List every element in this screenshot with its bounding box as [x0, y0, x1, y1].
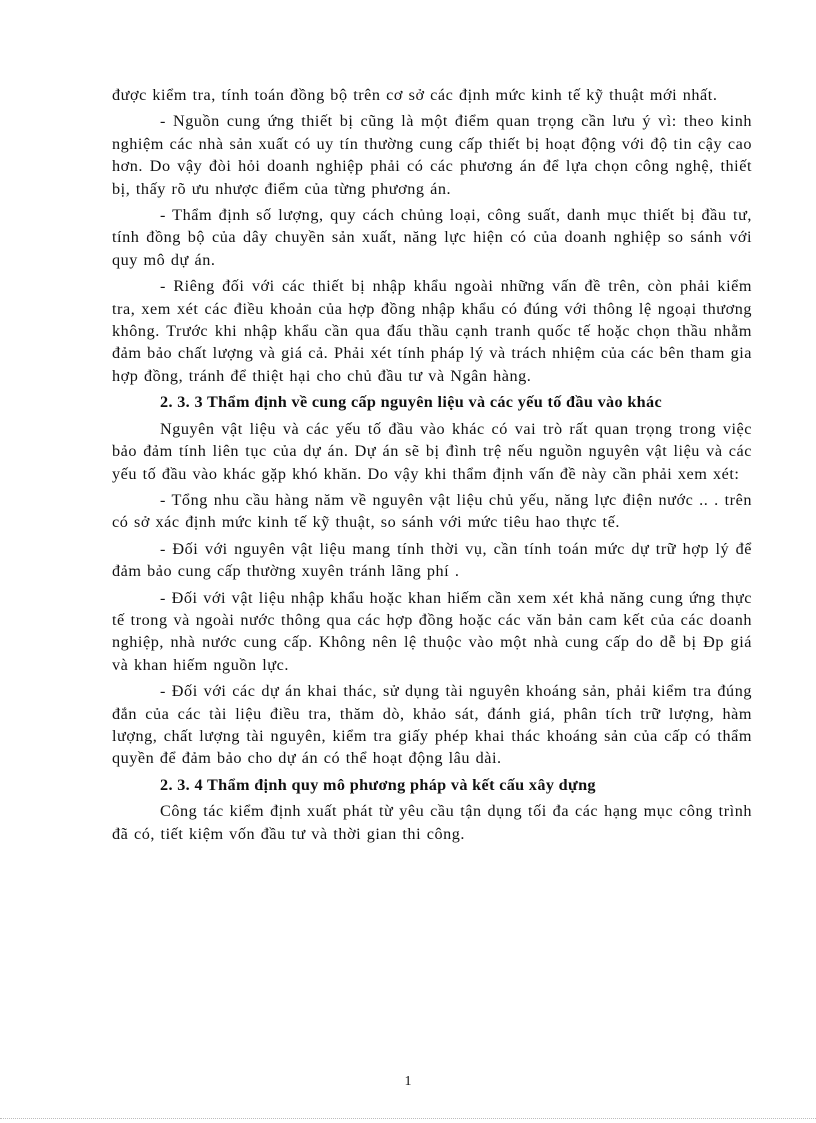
paragraph-raw-materials-intro: Nguyên vật liệu và các yếu tố đầu vào khác có vai trò rất quan trọng trong việc bảo đảm tính liên tục của dự án. Dự án sẽ bị đình trệ nếu nguồn nguyên vật liệu và các yếu tố đầu vào khác gặp khó khăn. Do vậy khi thẩm định vấn đề này cần phải xem xét:	[112, 419, 752, 483]
paragraph-imported-materials: - Đối với vật liệu nhập khẩu hoặc khan hiếm cần xem xét khả năng cung ứng thực tế trong và ngoài nước thông qua các hợp đồng hoặc các văn bản cam kết của các doanh nghiệp, nhà nước cung cấp. Không nên lệ thuộc vào một nhà cung cấp do dễ bị Ðp giá và khan hiếm nguồn lực.	[112, 588, 752, 674]
paragraph-mining-projects: - Đối với các dự án khai thác, sử dụng tài nguyên khoáng sản, phải kiểm tra đúng đắn của các tài liệu điều tra, thăm dò, khảo sát, đánh giá, phân tích trữ lượng, hàm lượng, chất lượng tài nguyên, kiểm tra giấy phép khai thác khoáng sản của cấp có thẩm quyền để đảm bảo cho dự án có thể hoạt động lâu dài.	[112, 682, 752, 768]
paragraph-equipment-quantity: - Thẩm định số lượng, quy cách chủng loại, công suất, danh mục thiết bị đầu tư, tính đồng bộ của dây chuyền sản xuất, năng lực hiện có của doanh nghiệp so sánh với quy mô dự án.	[112, 206, 752, 269]
paragraph-seasonal-materials: - Đối với nguyên vật liệu mang tính thời vụ, cần tính toán mức dự trữ hợp lý để đảm bảo cung cấp thường xuyên tránh lãng phí .	[112, 539, 752, 581]
paragraph-construction-assessment: Công tác kiểm định xuất phát từ yêu cầu tận dụng tối đa các hạng mục công trình đã có, tiết kiệm vốn đầu tư và thời gian thi công.	[112, 802, 752, 843]
footer-divider	[0, 1118, 816, 1119]
paragraph-equipment-source: - Nguồn cung ứng thiết bị cũng là một điểm quan trọng cần lưu ý vì: theo kinh nghiệm các nhà sản xuất có uy tín thường cung cấp thiết bị hoạt động với độ tin cậy cao hơn. Do vậy đòi hỏi doanh nghiệp phải có các phương án để lựa chọn công nghệ, thiết bị, thấy rõ ưu nhược điểm của từng phương án.	[112, 112, 752, 198]
paragraph-continuation: được kiểm tra, tính toán đồng bộ trên cơ sở các định mức kinh tế kỹ thuật mới nhất.	[112, 86, 718, 104]
section-heading-2-3-3: 2. 3. 3 Thẩm định về cung cấp nguyên liệu và các yếu tố đầu vào khác	[160, 393, 663, 412]
document-body	[112, 84, 752, 849]
paragraph-imported-equipment: - Riêng đối với các thiết bị nhập khẩu ngoài những vấn đề trên, còn phải kiểm tra, xem xét các điều khoản của hợp đồng nhập khẩu có đúng với thông lệ ngoại thương không. Trước khi nhập khẩu cần qua đấu thầu cạnh tranh quốc tế hoặc chọn thầu nhằm đảm bảo chất lượng và giá cả. Phải xét tính pháp lý và trách nhiệm của các bên tham gia hợp đồng, tránh để thiệt hại cho chủ đầu tư và Ngân hàng.	[112, 277, 752, 385]
section-heading-2-3-4: 2. 3. 4 Thẩm định quy mô phương pháp và kết cấu xây dựng	[160, 775, 596, 794]
page-number: 1	[404, 1074, 412, 1089]
paragraph-annual-demand: - Tổng nhu cầu hàng năm về nguyên vật liệu chủ yếu, năng lực điện nước .. . trên có sở xác định mức kinh tế kỹ thuật, so sánh với mức tiêu hao thực tế.	[112, 490, 752, 532]
